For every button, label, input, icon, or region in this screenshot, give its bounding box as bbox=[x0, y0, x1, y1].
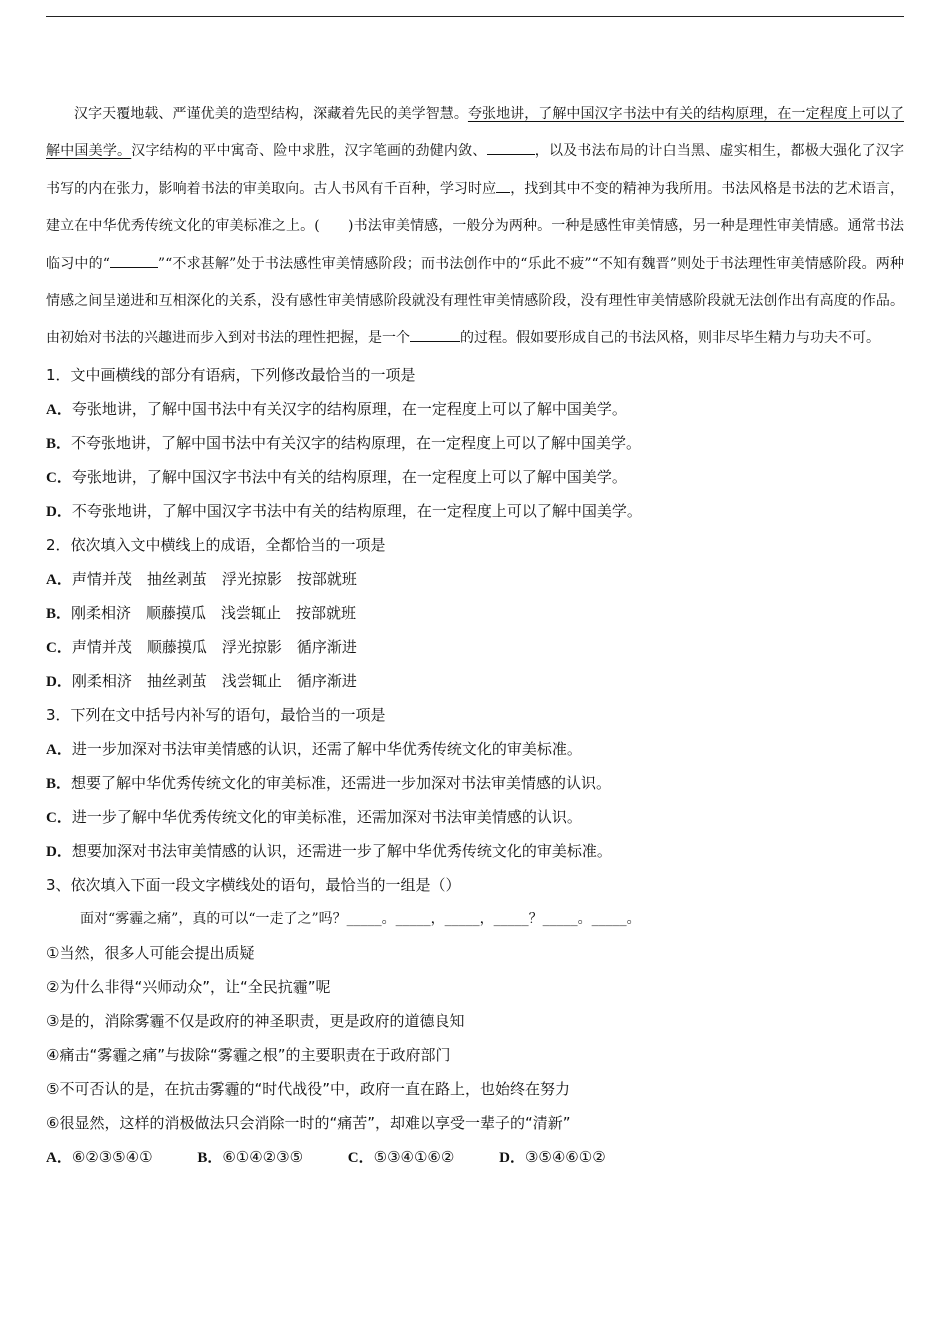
passage-sentence: 汉字天覆地载、严谨优美的造型结构，深藏着先民的美学智慧。 bbox=[74, 106, 468, 122]
option-d[interactable]: D．刚柔相济 抽丝剥茧 浅尝辄止 循序渐进 bbox=[46, 671, 357, 690]
question-2 bbox=[46, 528, 904, 698]
list-item: ③是的，消除雾霾不仅是政府的神圣职责，更是政府的道德良知 bbox=[46, 1011, 465, 1030]
list-item: ②为什么非得“兴师动众”，让“全民抗霾”呢 bbox=[46, 977, 331, 996]
question-1 bbox=[46, 358, 904, 528]
question-prompt: 面对“雾霾之痛”，真的可以“一走了之”吗？_____。_____，_____，_____？_____。_____。 bbox=[80, 910, 641, 927]
passage-sentence: ，找到其中不变的精神为我所用。书法风格是书法的艺术语言，建立在中华优秀传统文化的审美标准之上。( )书法审美情感，一般分为两种。一种是感性审美情感，另一种是理性审美情感。通常书法临习中的“ bbox=[46, 180, 905, 272]
list-item: ⑥很显然，这样的消极做法只会消除一时的“痛苦”，却难以享受一辈子的“清新” bbox=[46, 1113, 571, 1132]
option-d[interactable]: D．想要加深对书法审美情感的认识，还需进一步了解中华优秀传统文化的审美标准。 bbox=[46, 841, 612, 860]
answer-c[interactable]: C．⑤③④①⑥② bbox=[347, 1147, 455, 1166]
option-b[interactable]: B．刚柔相济 顺藤摸瓜 浅尝辄止 按部就班 bbox=[46, 603, 357, 622]
answer-b[interactable]: B．⑥①④②③⑤ bbox=[197, 1147, 304, 1166]
fill-blank bbox=[110, 253, 158, 268]
option-b[interactable]: B．不夸张地讲，了解中国书法中有关汉字的结构原理，在一定程度上可以了解中国美学。 bbox=[46, 433, 642, 452]
option-c[interactable]: C．声情并茂 顺藤摸瓜 浮光掠影 循序渐进 bbox=[46, 637, 357, 656]
passage-sentence: 汉字结构的平中寓奇、险中求胜，汉字笔画的劲健内敛、 bbox=[131, 143, 487, 160]
fill-blank bbox=[496, 178, 510, 193]
header-rule bbox=[46, 16, 904, 17]
option-c[interactable]: C．进一步了解中华优秀传统文化的审美标准，还需加深对书法审美情感的认识。 bbox=[46, 807, 582, 826]
fill-blank bbox=[410, 327, 460, 342]
question-stem: 3．下列在文中括号内补写的语句，最恰当的一项是 bbox=[46, 705, 386, 724]
reading-passage bbox=[46, 96, 904, 358]
passage-sentence: 的过程。假如要形成自己的书法风格，则非尽毕生精力与功夫不可。 bbox=[460, 330, 880, 347]
option-a[interactable]: A．声情并茂 抽丝剥茧 浮光掠影 按部就班 bbox=[46, 569, 357, 588]
document-page bbox=[46, 96, 904, 1174]
option-c[interactable]: C．夸张地讲，了解中国汉字书法中有关的结构原理，在一定程度上可以了解中国美学。 bbox=[46, 467, 627, 486]
fill-blank bbox=[487, 140, 535, 155]
list-item: ④痛击“雾霾之痛”与拔除“雾霾之根”的主要职责在于政府部门 bbox=[46, 1045, 451, 1064]
list-item: ①当然，很多人可能会提出质疑 bbox=[46, 943, 255, 962]
option-d[interactable]: D．不夸张地讲，了解中国汉字书法中有关的结构原理，在一定程度上可以了解中国美学。 bbox=[46, 501, 642, 520]
passage-sentence: ，以及书法布局的计白当黑、虚实相生，都极大强化了汉字书写的内在张力，影响着书法的审美取向。古人书风有千百种，学习时应 bbox=[46, 143, 905, 197]
question-4 bbox=[46, 868, 904, 1174]
question-stem: 1．文中画横线的部分有语病，下列修改最恰当的一项是 bbox=[46, 365, 416, 384]
question-stem: 2．依次填入文中横线上的成语，全都恰当的一项是 bbox=[46, 535, 386, 554]
answer-options bbox=[46, 1140, 904, 1174]
answer-a[interactable]: A．⑥②③⑤④① bbox=[46, 1147, 153, 1166]
option-b[interactable]: B．想要了解中华优秀传统文化的审美标准，还需进一步加深对书法审美情感的认识。 bbox=[46, 773, 612, 792]
passage-sentence: ”“不求甚解”处于书法感性审美情感阶段；而书法创作中的“乐此不疲”“不知有魏晋”则处于书法理性审美情感阶段。两种情感之间呈递进和互相深化的关系，没有感性审美情感阶段就没有理性审美情感阶段，没有理性审美情感阶段就无法创作出有高度的作品。由初始对书法的兴趣进而步入到对书法的理性把握，是一个 bbox=[46, 255, 904, 347]
question-3 bbox=[46, 698, 904, 868]
option-a[interactable]: A．进一步加深对书法审美情感的认识，还需了解中华优秀传统文化的审美标准。 bbox=[46, 739, 582, 758]
option-a[interactable]: A．夸张地讲，了解中国书法中有关汉字的结构原理，在一定程度上可以了解中国美学。 bbox=[46, 399, 627, 418]
question-stem: 3、依次填入下面一段文字横线处的语句，最恰当的一组是（） bbox=[46, 875, 461, 894]
underlined-sentence: 夸张地讲，了解中国汉字书法中有关的结构原理，在一定程度上可以了解中国美学。 bbox=[46, 106, 905, 160]
answer-d[interactable]: D．③⑤④⑥①② bbox=[499, 1147, 606, 1166]
list-item: ⑤不可否认的是，在抗击雾霾的“时代战役”中，政府一直在路上，也始终在努力 bbox=[46, 1079, 570, 1098]
